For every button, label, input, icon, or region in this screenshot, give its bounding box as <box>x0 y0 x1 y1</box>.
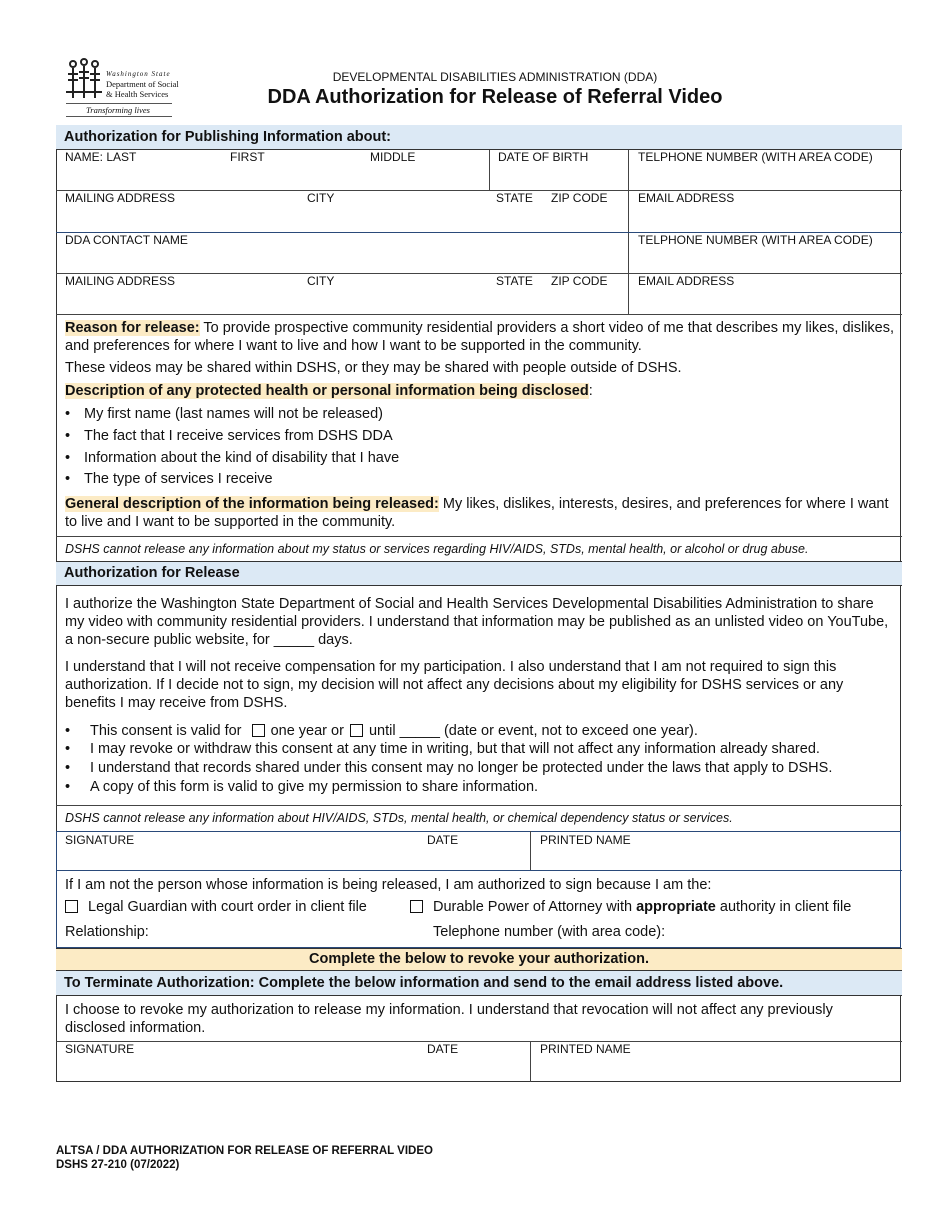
dob-label: DATE OF BIRTH <box>498 150 589 164</box>
one-year-checkbox[interactable] <box>252 724 265 737</box>
description-heading: Description of any protected health or personal information being disclosed: <box>65 383 593 399</box>
contact-name-label: DDA CONTACT NAME <box>65 233 188 247</box>
revoke-banner: Complete the below to revoke your authorization. <box>56 948 902 971</box>
contact-zip-label: ZIP CODE <box>551 274 608 288</box>
logo-tagline: Transforming lives <box>86 105 150 115</box>
telephone-label: Telephone number (with area code): <box>433 924 666 940</box>
poa-checkbox[interactable] <box>410 900 423 913</box>
logo-line-1: Washington State <box>106 70 171 78</box>
printed-name-label: PRINTED NAME <box>540 833 631 847</box>
list-item: • The fact that I receive services from DSHS DDA <box>65 428 393 444</box>
reason-label: Reason for release: <box>65 320 200 336</box>
contact-phone-label: TELPHONE NUMBER (WITH AREA CODE) <box>638 233 873 247</box>
email-label: EMAIL ADDRESS <box>638 191 735 205</box>
relationship-label: Relationship: <box>65 924 149 940</box>
state-label: STATE <box>496 191 533 205</box>
poa-option: Durable Power of Attorney with appropriate authority in client file <box>410 898 851 916</box>
phone-label: TELPHONE NUMBER (WITH AREA CODE) <box>638 150 873 164</box>
name-middle-label: MIDDLE <box>370 150 416 164</box>
consent-validity-item: • This consent is valid for one year or until _____ (date or event, not to exceed one year). <box>65 723 698 739</box>
guardian-option: Legal Guardian with court order in client file <box>65 898 367 916</box>
authorized-to-sign-text: If I am not the person whose information is being released, I am authorized to sign because I am the: <box>65 877 712 893</box>
general-label: General description of the information being released: <box>65 496 439 512</box>
authorize-paragraph: I authorize the Washington State Department of Social and Health Services Developmental Disabilities Administration to share my video with community residential providers. I understand that information may be published as an unlisted video on YouTube, a non-secure public website, for _____ days. <box>65 596 889 648</box>
logo-line-2: Department of Social <box>106 79 179 89</box>
reason-paragraph <box>65 319 895 355</box>
privacy-notice-2: DSHS cannot release any information about HIV/AIDS, STDs, mental health, or chemical dependency status or services. <box>65 811 733 825</box>
compensation-paragraph: I understand that I will not receive compensation for my participation. I also understand that I am not required to sign this authorization. If I decide not to sign, my decision will not affect any decisions about my eligibility for DSHS services or any benefits I may receive from DSHS. <box>65 659 844 711</box>
reason-text: To provide prospective community residential providers a short video of me that describes my likes, dislikes, and preferences for where I want to live and how I want to be supported in the community. <box>65 320 895 354</box>
list-item: • Information about the kind of disability that I have <box>65 450 400 466</box>
name-last-label: NAME: LAST <box>65 150 137 164</box>
contact-city-label: CITY <box>307 274 335 288</box>
contact-state-label: STATE <box>496 274 533 288</box>
shared-text: These videos may be shared within DSHS, or they may be shared with people outside of DSHS. <box>65 360 682 376</box>
date-label: DATE <box>427 833 459 847</box>
section-publishing-heading: Authorization for Publishing Information about: <box>56 125 902 150</box>
list-item: • A copy of this form is valid to give my permission to share information. <box>65 779 539 795</box>
footer-form-number: DSHS 27-210 (07/2022) <box>56 1159 180 1171</box>
description-label: Description of any protected health or personal information being disclosed <box>65 383 589 399</box>
section-release-heading: Authorization for Release <box>56 561 902 586</box>
terminate-heading: To Terminate Authorization: Complete the below information and send to the email address listed above. <box>56 971 902 996</box>
privacy-notice-1: DSHS cannot release any information about my status or services regarding HIV/AIDS, STDs, mental health, or alcohol or drug abuse. <box>65 542 809 556</box>
agency-name: DEVELOPMENTAL DISABILITIES ADMINISTRATION (DDA) <box>332 70 658 84</box>
revoke-paragraph: I choose to revoke my authorization to release my information. I understand that revocation will not affect any previously disclosed information. <box>65 1002 833 1036</box>
signature-label: SIGNATURE <box>65 833 135 847</box>
list-item: • I understand that records shared under this consent may no longer be protected under the laws that apply to DSHS. <box>65 760 833 776</box>
until-checkbox[interactable] <box>350 724 363 737</box>
contact-mailing-label: MAILING ADDRESS <box>65 274 176 288</box>
guardian-checkbox[interactable] <box>65 900 78 913</box>
name-first-label: FIRST <box>230 150 265 164</box>
revoke-printed-name-label: PRINTED NAME <box>540 1042 631 1056</box>
logo-line-3: & Health Services <box>106 89 169 99</box>
mailing-address-label: MAILING ADDRESS <box>65 191 176 205</box>
list-item: • My first name (last names will not be released) <box>65 406 383 422</box>
list-item: • The type of services I receive <box>65 471 273 487</box>
page-title: DDA Authorization for Release of Referral Video <box>267 86 723 108</box>
revoke-date-label: DATE <box>427 1042 459 1056</box>
contact-email-label: EMAIL ADDRESS <box>638 274 735 288</box>
footer-form-title: ALTSA / DDA AUTHORIZATION FOR RELEASE OF REFERRAL VIDEO <box>56 1145 433 1157</box>
list-item: • I may revoke or withdraw this consent at any time in writing, but that will not affect any information already shared. <box>65 741 820 757</box>
revoke-signature-label: SIGNATURE <box>65 1042 135 1056</box>
zip-label: ZIP CODE <box>551 191 608 205</box>
city-label: CITY <box>307 191 335 205</box>
general-description: General description of the information being released: My likes, dislikes, interests, desires, and preferences for where I want to live and I want to be supported in the community. <box>65 496 889 530</box>
